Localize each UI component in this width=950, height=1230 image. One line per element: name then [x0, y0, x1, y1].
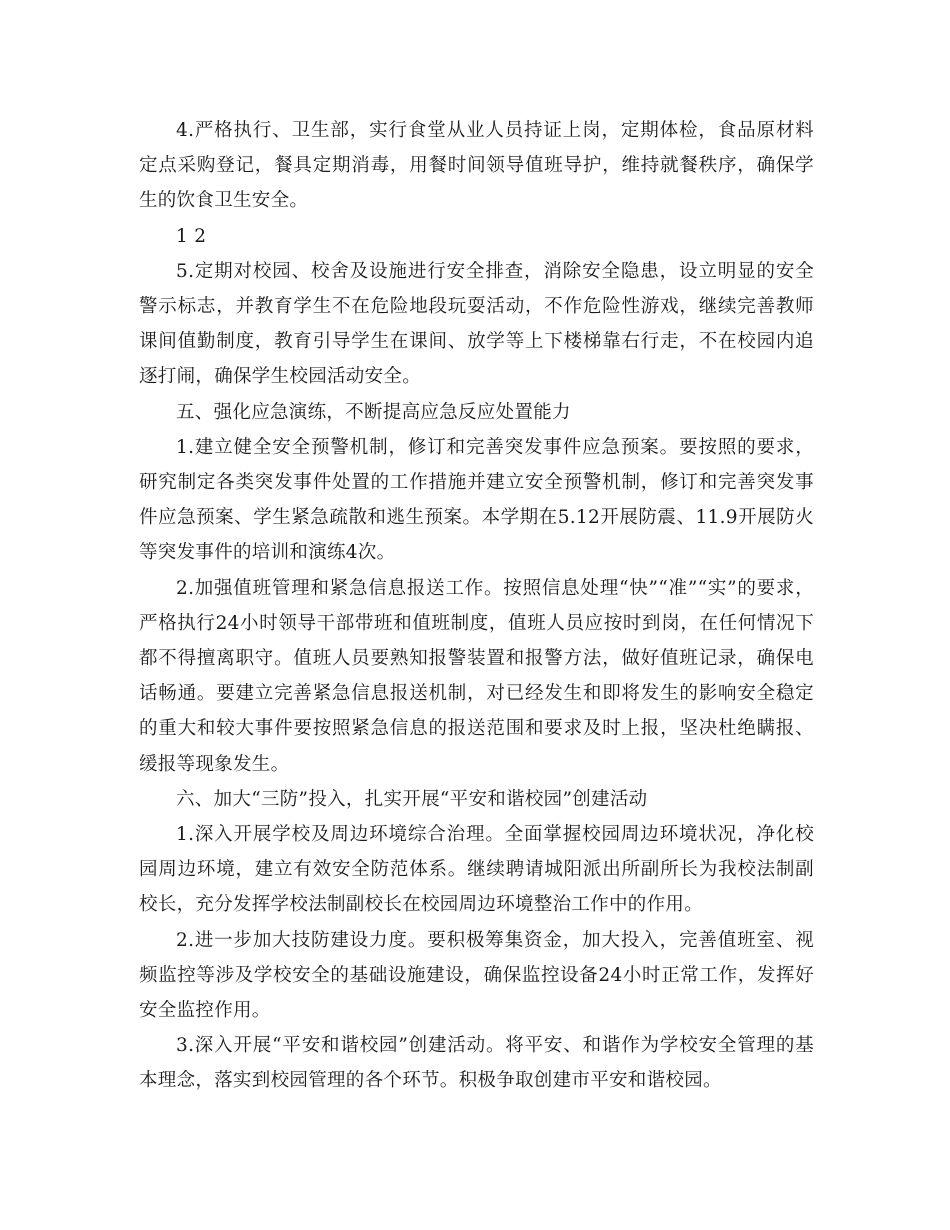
paragraph-early-warning: 1.建立健全安全预警机制，修订和完善突发事件应急预案。要按照的要求，研究制定各类突发事件处置的工作措施并建立安全预警机制，修订和完善突发事件应急预案、学生紧急疏散和逃生预案。本学期在5.12开展防震、11.9开展防火等突发事件的培训和演练4次。	[139, 436, 814, 564]
paragraph-page-marker: 1 2	[176, 225, 207, 247]
paragraph-canteen-safety: 4.严格执行、卫生部，实行食堂从业人员持证上岗，定期体检，食品原材料定点采购登记，餐具定期消毒，用餐时间领导值班导护，维持就餐秩序，确保学生的饮食卫生安全。	[139, 120, 814, 212]
section-heading-emergency-drills: 五、强化应急演练，不断提高应急反应处置能力	[176, 401, 571, 423]
section-heading-safe-campus: 六、加大“三防”投入，扎实开展“平安和谐校园”创建活动	[176, 788, 648, 810]
paragraph-harmonious-campus: 3.深入开展“平安和谐校园”创建活动。将平安、和谐作为学校安全管理的基本理念，落实到校园管理的各个环节。积极争取创建市平安和谐校园。	[139, 1035, 814, 1092]
paragraph-tech-defense: 2.进一步加大技防建设力度。要积极筹集资金，加大投入，完善值班室、视频监控等涉及学校安全的基础设施建设，确保监控设备24小时正常工作，发挥好安全监控作用。	[139, 929, 814, 1022]
paragraph-environment-governance: 1.深入开展学校及周边环境综合治理。全面掌握校园周边环境状况，净化校园周边环境，建立有效安全防范体系。继续聘请城阳派出所副所长为我校法制副校长，充分发挥学校法制副校长在校园周边环境整治工作中的作用。	[139, 824, 814, 916]
paragraph-campus-inspection: 5.定期对校园、校舍及设施进行安全排查，消除安全隐患，设立明显的安全警示标志，并教育学生不在危险地段玩耍活动，不作危险性游戏，继续完善教师课间值勤制度，教育引导学生在课间、放学等上下楼梯靠右行走，不在校园内追逐打闹，确保学生校园活动安全。	[139, 260, 814, 388]
document-body	[139, 113, 814, 1099]
paragraph-duty-management: 2.加强值班管理和紧急信息报送工作。按照信息处理“快”“准”“实”的要求，严格执行24小时领导干部带班和值班制度，值班人员应按时到岗，在任何情况下都不得擅离职守。值班人员要熟知报警装置和报警方法，做好值班记录，确保电话畅通。要建立完善紧急信息报送机制，对已经发生和即将发生的影响安全稳定的重大和较大事件要按照紧急信息的报送范围和要求及时上报，坚决杜绝瞒报、缓报等现象发生。	[139, 577, 814, 775]
